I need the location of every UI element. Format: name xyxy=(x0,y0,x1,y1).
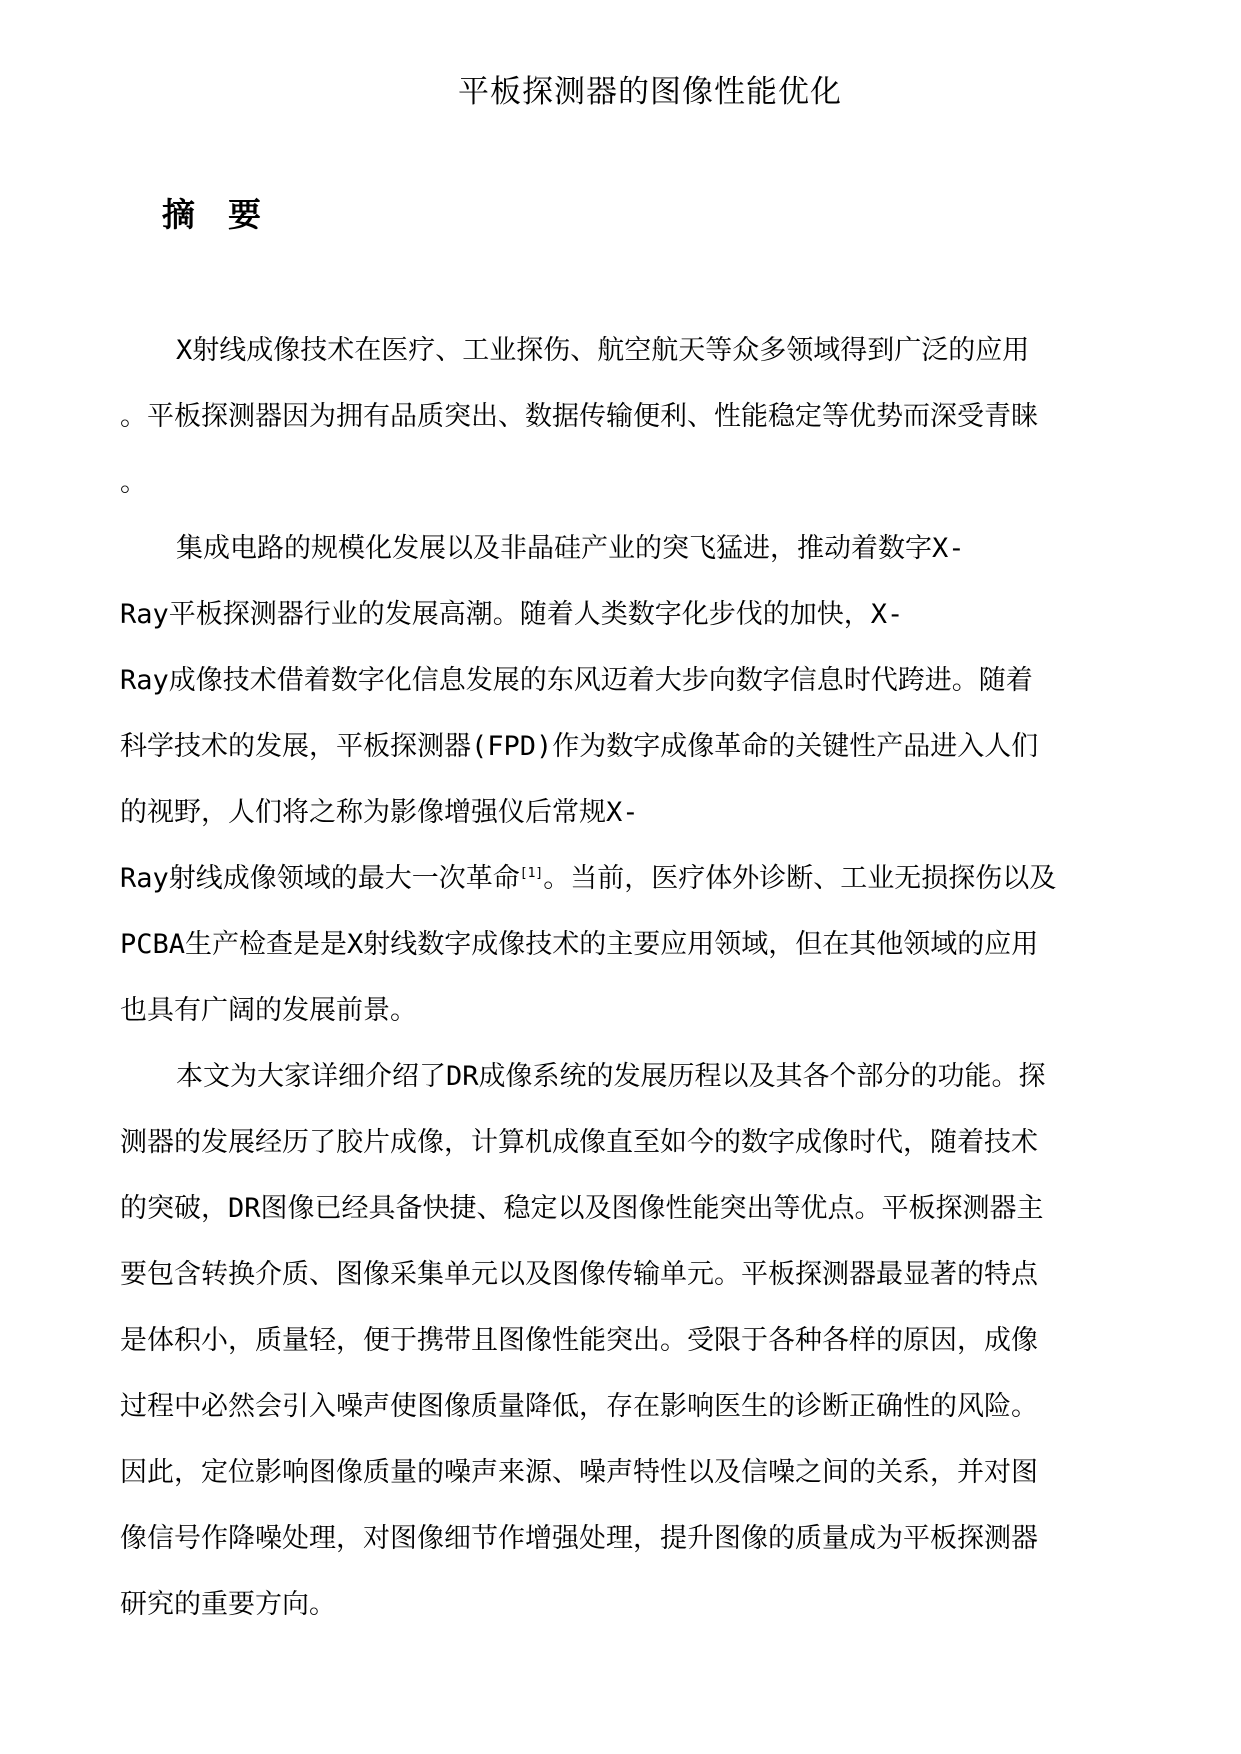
line-text: Ray射线成像领域的最大一次革命 xyxy=(120,863,520,894)
paragraph-line: 是体积小，质量轻，便于携带且图像性能突出。受限于各种各样的原因，成像 xyxy=(120,1325,1038,1356)
paragraph-line: Ray平板探测器行业的发展高潮。随着人类数字化步伐的加快，X- xyxy=(120,599,904,630)
paragraph-line: 的突破，DR图像已经具备快捷、稳定以及图像性能突出等优点。平板探测器主 xyxy=(120,1193,1044,1224)
paragraph-line: 要包含转换介质、图像采集单元以及图像传输单元。平板探测器最显著的特点 xyxy=(120,1259,1038,1290)
line-text: 。当前，医疗体外诊断、工业无损探伤以及 xyxy=(543,863,1057,894)
paragraph-line: 本文为大家详细介绍了DR成像系统的发展历程以及其各个部分的功能。探 xyxy=(176,1061,1046,1092)
abstract-heading: 摘 要 xyxy=(162,195,261,234)
paragraph-line: X射线成像技术在医疗、工业探伤、航空航天等众多领域得到广泛的应用 xyxy=(176,335,1030,366)
paragraph-line: PCBA生产检查是是X射线数字成像技术的主要应用领域，但在其他领域的应用 xyxy=(120,929,1039,960)
paragraph-line: 研究的重要方向。 xyxy=(120,1589,336,1620)
paragraph-line: 。 xyxy=(120,467,147,498)
paragraph-line: Ray成像技术借着数字化信息发展的东风迈着大步向数字信息时代跨进。随着 xyxy=(120,665,1033,696)
paragraph-line: 集成电路的规模化发展以及非晶硅产业的突飞猛进，推动着数字X- xyxy=(176,533,965,564)
paragraph-line: 也具有广阔的发展前景。 xyxy=(120,995,417,1026)
abstract-body xyxy=(120,318,1130,1638)
paragraph-line: 科学技术的发展，平板探测器(FPD)作为数字成像革命的关键性产品进入人们 xyxy=(120,731,1039,762)
paragraph-line-with-citation xyxy=(120,846,1130,912)
citation-marker: [1] xyxy=(519,866,544,881)
paragraph-line: 因此，定位影响图像质量的噪声来源、噪声特性以及信噪之间的关系，并对图 xyxy=(120,1457,1038,1488)
paragraph-line: 像信号作降噪处理，对图像细节作增强处理，提升图像的质量成为平板探测器 xyxy=(120,1523,1038,1554)
paragraph-line: 。平板探测器因为拥有品质突出、数据传输便利、性能稳定等优势而深受青睐 xyxy=(120,401,1038,432)
paragraph-line: 过程中必然会引入噪声使图像质量降低，存在影响医生的诊断正确性的风险。 xyxy=(120,1391,1038,1422)
paragraph-line: 测器的发展经历了胶片成像，计算机成像直至如今的数字成像时代，随着技术 xyxy=(120,1127,1038,1158)
paragraph-line: 的视野，人们将之称为影像增强仪后常规X- xyxy=(120,797,639,828)
document-title: 平板探测器的图像性能优化 xyxy=(458,74,842,110)
